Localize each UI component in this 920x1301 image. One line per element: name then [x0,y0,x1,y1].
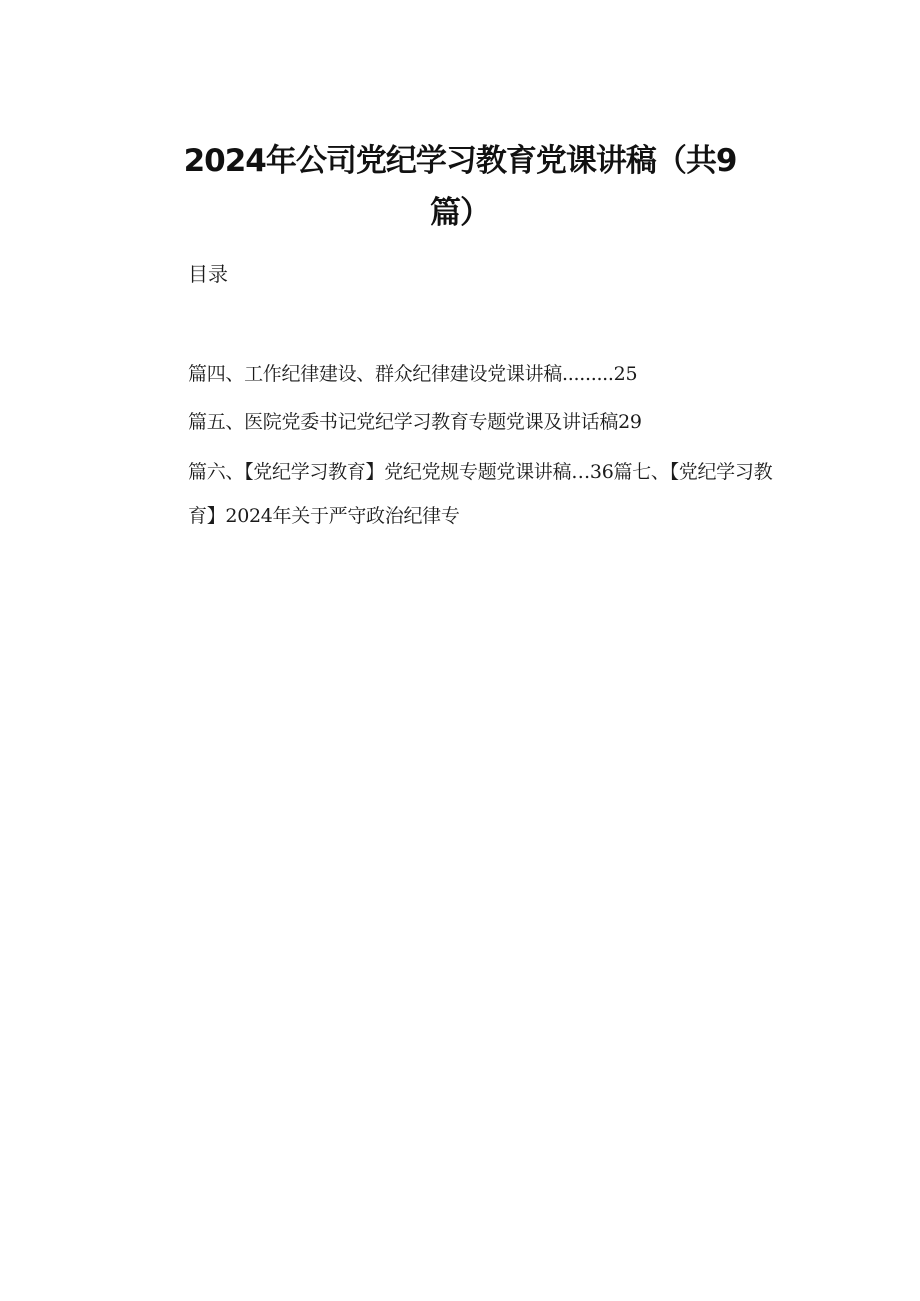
toc-item: 篇四、工作纪律建设、群众纪律建设党课讲稿.........25 [188,363,638,385]
toc-item: 篇五、医院党委书记党纪学习教育专题党课及讲话稿29 [188,411,642,433]
document-title-line-1: 2024年公司党纪学习教育党课讲稿（共9 [183,143,737,179]
table-of-contents [188,350,800,538]
document-title [160,135,760,239]
document-title-line-2: 篇） [430,195,490,231]
toc-heading: 目录 [188,262,228,286]
toc-item: 篇六、【党纪学习教育】党纪党规专题党课讲稿…36篇七、【党纪学习教育】2024年关于严守政治纪律专 [188,461,773,527]
